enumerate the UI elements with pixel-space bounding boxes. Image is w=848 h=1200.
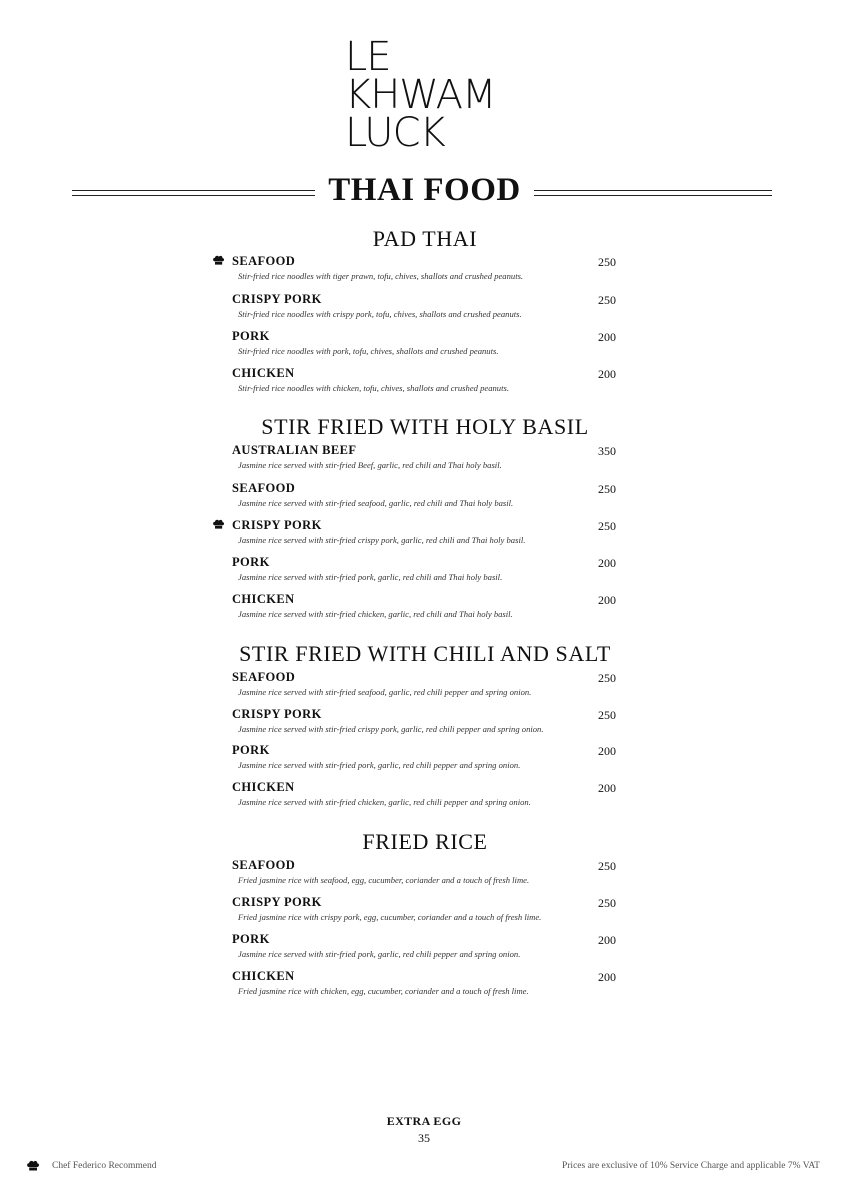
extra-egg [324,1114,524,1146]
item-description: Fried jasmine rice with crispy pork, egg, cucumber, coriander and a touch of fresh lime. [238,912,542,922]
brand-line-3: LUCK [345,110,445,156]
section-title: STIR FRIED WITH CHILI AND SALT [239,641,611,666]
item-description: Jasmine rice served with stir-fried seafood, garlic, red chili pepper and spring onion. [238,687,532,697]
item-price: 200 [598,593,616,607]
item-price: 250 [598,708,616,722]
item-price: 250 [598,255,616,269]
item-description: Stir-fried rice noodles with pork, tofu, chives, shallots and crushed peanuts. [238,346,499,356]
menu-item [232,780,622,814]
item-description: Jasmine rice served with stir-fried Beef, garlic, red chili and Thai holy basil. [238,460,502,470]
item-name: PORK [232,743,270,757]
item-price: 250 [598,859,616,873]
item-name: CHICKEN [232,592,295,606]
item-name: CHICKEN [232,969,295,983]
item-description: Jasmine rice served with stir-fried pork, garlic, red chili pepper and spring onion. [238,760,521,770]
menu-item [232,858,622,892]
chef-hat-icon [212,519,225,530]
menu-item [232,292,622,326]
menu-item [232,969,622,1003]
item-price: 250 [598,896,616,910]
item-name: AUSTRALIAN BEEF [232,443,357,457]
menu-item [232,555,622,589]
item-description: Jasmine rice served with stir-fried chicken, garlic, red chili and Thai holy basil. [238,609,513,619]
menu-item [232,592,622,626]
brand-line-1: LE [345,34,391,80]
item-description: Jasmine rice served with stir-fried crispy pork, garlic, red chili and Thai holy basil. [238,535,526,545]
item-name: CRISPY PORK [232,895,322,909]
item-price: 200 [598,970,616,984]
item-description: Stir-fried rice noodles with crispy pork, tofu, chives, shallots and crushed peanuts. [238,309,522,319]
item-price: 350 [598,444,616,458]
item-description: Jasmine rice served with stir-fried pork, garlic, red chili pepper and spring onion. [238,949,521,959]
item-name: SEAFOOD [232,481,296,495]
item-name: CRISPY PORK [232,707,322,721]
item-price: 200 [598,556,616,570]
menu-item [232,707,622,741]
item-name: CHICKEN [232,366,295,380]
page-title-row [72,170,772,214]
item-description: Jasmine rice served with stir-fried pork, garlic, red chili and Thai holy basil. [238,572,503,582]
item-name: CHICKEN [232,780,295,794]
menu-item [232,366,622,400]
item-description: Fried jasmine rice with seafood, egg, cucumber, coriander and a touch of fresh lime. [238,875,530,885]
item-price: 250 [598,519,616,533]
menu-item [232,743,622,777]
chef-hat-icon [26,1160,40,1172]
item-name: CRISPY PORK [232,518,322,532]
item-description: Jasmine rice served with stir-fried chicken, garlic, red chili pepper and spring onion. [238,797,531,807]
chef-hat-icon [212,255,225,266]
section-title: FRIED RICE [362,829,488,854]
item-description: Fried jasmine rice with chicken, egg, cucumber, coriander and a touch of fresh lime. [238,986,529,996]
menu-item [232,254,622,288]
item-price: 200 [598,744,616,758]
menu-item [232,481,622,515]
item-name: SEAFOOD [232,254,296,268]
menu-item [232,932,622,966]
menu-item [232,443,622,477]
section-title: STIR FRIED WITH HOLY BASIL [261,414,589,439]
section-title: PAD THAI [372,226,478,251]
price-disclaimer: Prices are exclusive of 10% Service Charge and applicable 7% VAT [561,1161,820,1171]
menu-item [232,329,622,363]
item-price: 200 [598,781,616,795]
item-price: 250 [598,671,616,685]
item-name: SEAFOOD [232,858,296,872]
extra-label: EXTRA EGG [386,1114,462,1128]
page-title: THAI FOOD [328,172,521,208]
item-name: PORK [232,555,270,569]
item-price: 200 [598,367,616,381]
brand-logo [345,34,545,156]
item-name: PORK [232,932,270,946]
item-name: PORK [232,329,270,343]
menu-item [232,895,622,929]
item-description: Stir-fried rice noodles with tiger prawn, tofu, chives, shallots and crushed peanuts. [238,271,524,281]
chef-legend-text: Chef Federico Recommend [52,1161,157,1171]
brand-line-2: KHWAM [345,72,496,118]
item-price: 200 [598,330,616,344]
item-description: Jasmine rice served with stir-fried seafood, garlic, red chili and Thai holy basil. [238,498,514,508]
item-price: 250 [598,293,616,307]
item-name: CRISPY PORK [232,292,322,306]
item-description: Stir-fried rice noodles with chicken, tofu, chives, shallots and crushed peanuts. [238,383,509,393]
item-description: Jasmine rice served with stir-fried crispy pork, garlic, red chili pepper and spring onion. [238,724,544,734]
title-rule-left [72,190,315,196]
menu-item [232,670,622,704]
extra-price: 35 [418,1131,430,1145]
item-name: SEAFOOD [232,670,296,684]
menu-item [232,518,622,552]
title-rule-right [534,190,772,196]
item-price: 200 [598,933,616,947]
item-price: 250 [598,482,616,496]
